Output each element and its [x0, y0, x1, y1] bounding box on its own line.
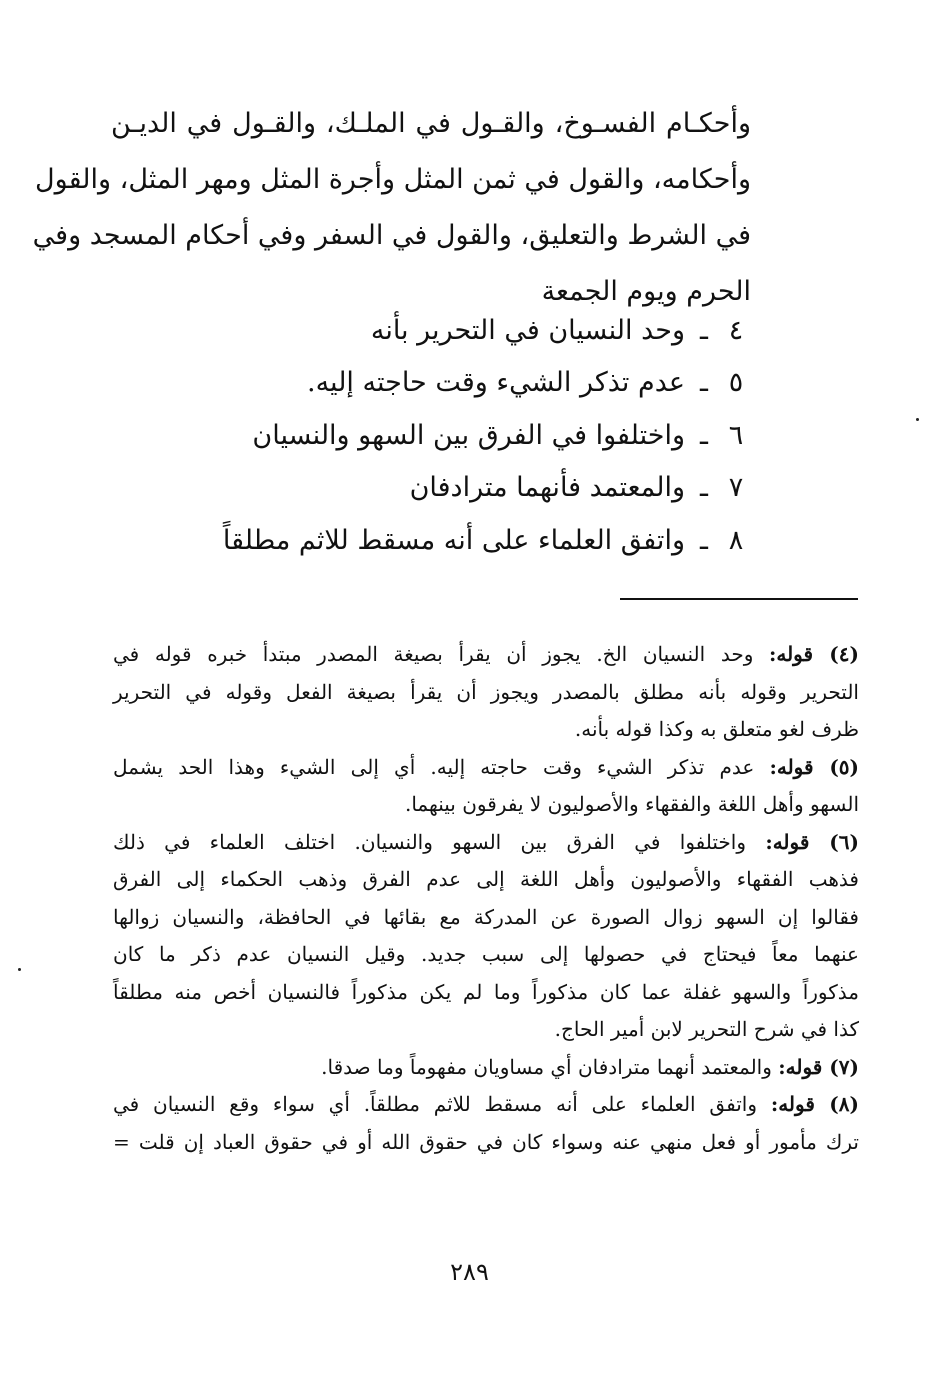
footnote-line: فقالوا إن السهو زوال الصورة عن المدركة مع بقائها في الحافظة، والنسيان زوالها — [113, 904, 859, 929]
item-dash: ـ — [700, 419, 708, 451]
footnote-separator — [620, 598, 858, 600]
page-number: ٢٨٩ — [450, 1258, 489, 1286]
list-item — [191, 409, 751, 462]
item-dash: ـ — [700, 472, 708, 504]
list-item — [191, 462, 751, 515]
footnote-text: وحد النسيان الخ. يجوز أن يقرأ بصيغة المصدر مبتدأ خبره قوله في — [113, 642, 754, 666]
scan-speck — [18, 968, 21, 971]
footnote-head: (٦) قوله: — [765, 829, 859, 854]
item-number: ٦ — [728, 419, 744, 451]
footnote-line: ترك مأمور أو فعل منهي عنه وسواء كان في حقوق الله أو في حقوق العباد إن قلت = — [113, 1129, 859, 1154]
footnote-head: (٥) قوله: — [769, 754, 860, 779]
list-item — [191, 304, 751, 357]
item-number: ٤ — [728, 314, 744, 346]
main-text-line: وأحكامه، والقول في ثمن المثل وأجرة المثل ومهر المثل، والقول — [35, 164, 751, 195]
footnote-head: (٨) قوله: — [770, 1092, 859, 1116]
footnote-line: السهو وأهل اللغة والفقهاء والأصوليون لا يفرقون بينهما. — [404, 792, 859, 816]
footnote-text: واتفق العلماء على أنه مسقط للاثم مطلقاً. أي سواء وقع النسيان في — [113, 1092, 757, 1116]
item-number: ٧ — [728, 472, 744, 504]
footnote-line: ظرف لغو متعلق به وكذا قوله بأنه. — [574, 717, 859, 741]
item-dash: ـ — [700, 524, 708, 556]
item-text: عدم تذكر الشيء وقت حاجته إليه. — [307, 367, 685, 399]
footnote-line: عنهما معاً فيحتاج في حصولها إلى سبب جديد. وقيل النسيان عدم ذكر ما كان — [113, 942, 859, 966]
item-number: ٨ — [728, 524, 744, 556]
footnote-line — [113, 636, 859, 674]
list-item — [191, 514, 751, 567]
item-text: والمعتمد فأنهما مترادفان — [409, 472, 685, 504]
item-text: وحد النسيان في التحرير بأنه — [370, 314, 685, 346]
main-text-line: في الشرط والتعليق، والقول في السفر وفي أحكام المسجد وفي — [32, 220, 751, 251]
footnote-line: مذكوراً والسهو غفلة عما كان مذكوراً وما لم يكن مذكوراً فالنسيان أخص منه مطلقاً — [113, 979, 859, 1004]
footnote-line: التحرير وقوله بأنه مطلق بالمصدر ويجوز أن يقرأ بصيغة الفعل وقوله في التحرير — [113, 679, 859, 704]
footnote-text: والمعتمد أنهما مترادفان أي مساويان مفهوماً وما صدقا. — [321, 1054, 772, 1079]
footnote-line — [113, 749, 859, 787]
footnote-line — [113, 1086, 859, 1124]
footnotes — [113, 636, 859, 1161]
main-text-block — [32, 96, 751, 320]
item-text: واتفق العلماء على أنه مسقط للاثم مطلقاً — [222, 524, 685, 556]
footnote-line: فذهب الفقهاء والأصوليون وأهل اللغة إلى عدم الفرق وذهب الحكماء إلى الفرق — [113, 867, 859, 891]
scan-speck — [916, 418, 919, 421]
list-item — [191, 357, 751, 410]
footnote-head: (٤) قوله: — [768, 642, 859, 666]
footnote-line: كذا في شرح التحرير لابن أمير الحاج. — [554, 1017, 859, 1041]
footnote-text: واختلفوا في الفرق بين السهو والنسيان. اختلف العلماء في ذلك — [113, 829, 747, 854]
item-number: ٥ — [728, 367, 744, 399]
footnote-head: (٧) قوله: — [778, 1054, 859, 1079]
footnote-line — [113, 1049, 859, 1087]
footnote-line — [113, 824, 859, 862]
main-text-line: وأحكـام الفسـوخ، والقـول في الملـك، والقـول في الديـن — [111, 108, 751, 139]
item-text: واختلفوا في الفرق بين السهو والنسيان — [252, 419, 685, 451]
item-dash: ـ — [700, 367, 708, 399]
main-text-line: الحرم ويوم الجمعة — [541, 276, 751, 307]
item-dash: ـ — [700, 314, 708, 346]
footnote-text: عدم تذكر الشيء وقت حاجته إليه. أي إلى الشيء وهذا الحد يشمل — [113, 754, 755, 779]
numbered-list — [191, 304, 751, 567]
